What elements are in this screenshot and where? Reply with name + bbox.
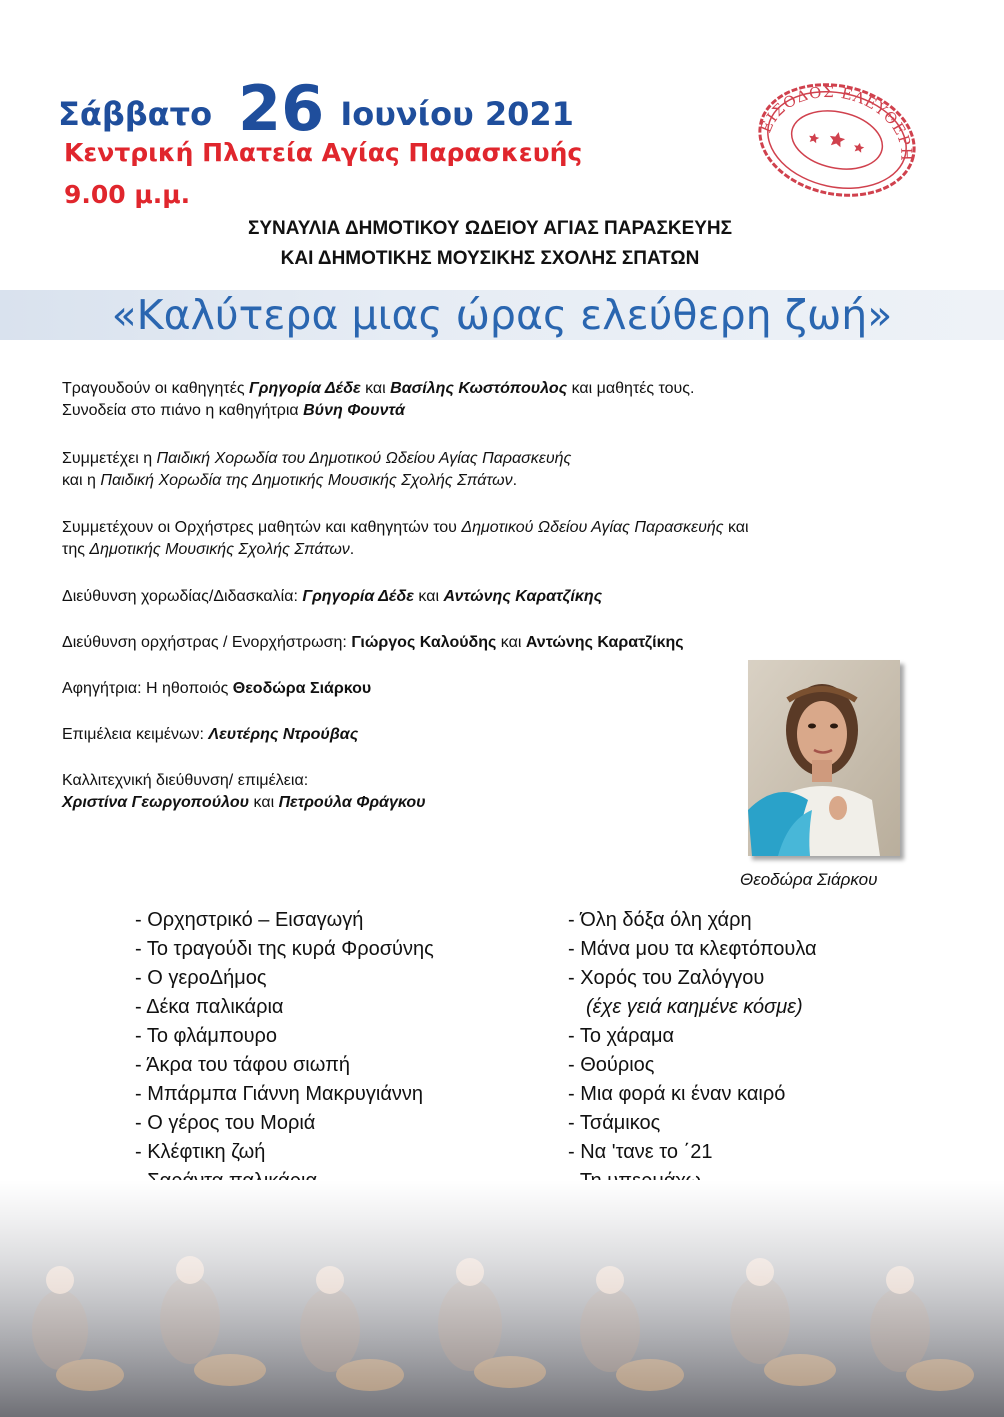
info-texts-editor: Επιμέλεια κειμένων: Λευτέρης Ντρούβας	[62, 726, 359, 743]
event-date-number: 26	[238, 72, 325, 145]
list-item: - Το τραγούδι της κυρά Φροσύνης	[135, 938, 434, 960]
list-item: - Τσάμικος	[568, 1112, 661, 1134]
list-item: - Ο γεροΔήμος	[135, 967, 267, 989]
list-item: - Δέκα παλικάρια	[135, 996, 284, 1018]
list-item: - Θούριος	[568, 1054, 655, 1076]
concert-title-line-1: ΣΥΝΑΥΛΙΑ ΔΗΜΟΤΙΚΟΥ ΩΔΕΙΟΥ ΑΓΙΑΣ ΠΑΡΑΣΚΕΥΗΣ	[247, 218, 733, 239]
list-item: - Ο γέρος του Μοριά	[135, 1112, 316, 1134]
event-time: 9.00 μ.μ.	[64, 180, 191, 209]
list-item: - Μια φορά κι έναν καιρό	[568, 1083, 786, 1105]
event-day: Σάββατο	[58, 95, 213, 133]
list-item: - Να 'τανε το ΄21	[568, 1141, 713, 1163]
list-item: - Κλέφτικη ζωή	[135, 1141, 266, 1163]
event-date	[58, 70, 574, 145]
list-item: - Το χάραμα	[568, 1025, 675, 1047]
list-item: - Άκρα του τάφου σιωπή	[135, 1054, 350, 1076]
list-item-note: (έχε γειά καημένε κόσμε)	[586, 996, 803, 1018]
song-list-left	[135, 906, 434, 1225]
info-narrator: Αφηγήτρια: Η ηθοποιός Θεοδώρα Σιάρκου	[62, 680, 372, 697]
free-entry-stamp	[752, 80, 922, 200]
info-artistic-direction: Καλλιτεχνική διεύθυνση/ επιμέλεια: Χριστίνα Γεωργοπούλου και Πετρούλα Φράγκου	[62, 772, 426, 811]
list-item: - Όλη δόξα όλη χάρη	[568, 909, 752, 931]
portrait-photo	[748, 660, 900, 856]
concert-title-line-2: ΚΑΙ ΔΗΜΟΤΙΚΗΣ ΜΟΥΣΙΚΗΣ ΣΧΟΛΗΣ ΣΠΑΤΩΝ	[280, 248, 700, 269]
stamp-text: ΕΙΣΟΔΟΣ ΕΛΕΥΘΕΡΗ	[756, 82, 916, 162]
list-item: - Ορχηστρικό – Εισαγωγή	[135, 909, 364, 931]
info-performers: Τραγουδούν οι καθηγητές Γρηγορία Δέδε και Βασίλης Κωστόπουλος και μαθητές τους. Συνοδεία στο πιάνο η καθηγήτρια Βύνη Φουντά	[62, 380, 695, 419]
info-choir-direction: Διεύθυνση χορωδίας/Διδασκαλία: Γρηγορία Δέδε και Αντώνης Καρατζίκης	[62, 588, 603, 605]
list-item: - Μάνα μου τα κλεφτόπουλα	[568, 938, 817, 960]
song-list-right	[568, 906, 817, 1225]
event-venue: Κεντρική Πλατεία Αγίας Παρασκευής	[64, 138, 583, 167]
list-item: - Χορός του Ζαλόγγου	[568, 967, 765, 989]
info-choirs: Συμμετέχει η Παιδική Χορωδία του Δημοτικού Ωδείου Αγίας Παρασκευής και η Παιδική Χορωδία της Δημοτικής Μουσικής Σχολής Σπάτων.	[62, 450, 572, 489]
event-month-year: Ιουνίου 2021	[340, 95, 574, 133]
list-item: - Το φλάμπουρο	[135, 1025, 278, 1047]
orchestra-background-photo	[0, 1180, 1004, 1417]
concert-subtitle: «Καλύτερα μιας ώρας ελεύθερη ζωή»	[111, 291, 893, 339]
info-orchestras: Συμμετέχουν οι Ορχήστρες μαθητών και καθηγητών του Δημοτικού Ωδείου Αγίας Παρασκευής και της Δημοτικής Μουσικής Σχολής Σπάτων.	[62, 519, 749, 558]
info-orchestra-direction: Διεύθυνση ορχήστρας / Ενορχήστρωση: Γιώργος Καλούδης και Αντώνης Καρατζίκης	[62, 634, 684, 651]
list-item: - Μπάρμπα Γιάννη Μακρυγιάννη	[135, 1083, 423, 1105]
portrait-caption: Θεοδώρα Σιάρκου	[740, 870, 878, 889]
